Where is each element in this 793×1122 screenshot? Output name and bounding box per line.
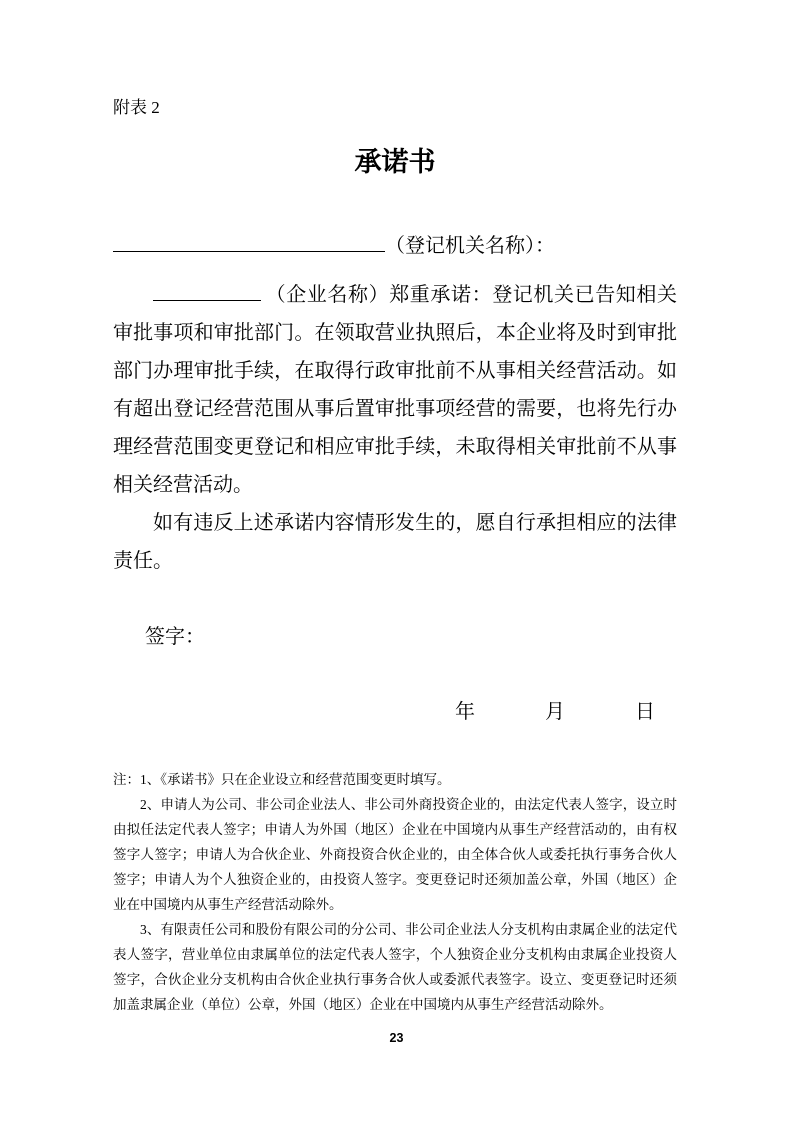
appendix-label: 附表 2: [113, 98, 160, 117]
notes-lead-label: 注：: [113, 772, 140, 787]
registry-authority-blank: [113, 230, 385, 252]
month-label: 月: [545, 701, 565, 723]
liability-paragraph: 如有违反上述承诺内容情形发生的，愿自行承担相应的法律责任。: [113, 512, 677, 572]
note-item-1: [113, 767, 677, 792]
commitment-paragraph: [113, 276, 677, 504]
note-1-text: 1、《承诺书》只在企业设立和经营范围变更时填写。: [140, 772, 451, 787]
enterprise-name-blank: [153, 279, 261, 301]
commitment-text: （企业名称）郑重承诺：登记机关已告知相关审批事项和审批部门。在领取营业执照后，本企业将及时到审批部门办理审批手续，在取得行政审批前不从事相关经营活动。如有超出登记经营范围从事后置审批事项经营的需要，也将先行办理经营范围变更登记和相应审批手续，未取得相关审批前不从事相关经营活动。: [113, 284, 677, 496]
date-line: [113, 697, 677, 727]
year-label: 年: [455, 701, 475, 723]
registry-authority-line: [113, 230, 677, 262]
day-label: 日: [635, 701, 655, 723]
registry-authority-label: （登记机关名称）：: [385, 235, 555, 257]
note-item-2: 2、申请人为公司、非公司企业法人、非公司外商投资企业的，由法定代表人签字，设立时由拟任法定代表人签字；申请人为外国（地区）企业在中国境内从事生产经营活动的，由有权签字人签字；申请人为合伙企业、外商投资合伙企业的，由全体合伙人或委托执行事务合伙人签字；申请人为个人独资企业的，由投资人签字。变更登记时还须加盖公章，外国（地区）企业在中国境内从事生产经营活动除外。: [113, 797, 677, 912]
signature-label: 签字：: [145, 626, 205, 648]
notes-section: [113, 767, 677, 1017]
page-number: 23: [389, 1031, 404, 1045]
note-item-3: 3、有限责任公司和股份有限公司的分公司、非公司企业法人分支机构由隶属企业的法定代表人签字，营业单位由隶属单位的法定代表人签字，个人独资企业分支机构由隶属企业投资人签字，合伙企业分支机构由合伙企业执行事务合伙人或委派代表签字。设立、变更登记时还须加盖隶属企业（单位）公章，外国（地区）企业在中国境内从事生产经营活动除外。: [113, 922, 677, 1012]
document-title: 承诺书: [354, 147, 436, 177]
